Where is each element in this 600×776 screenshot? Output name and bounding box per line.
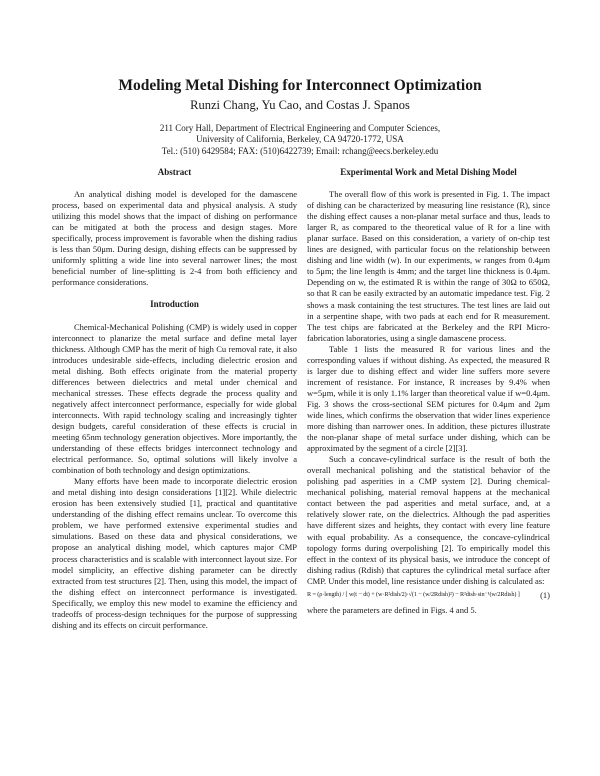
experimental-paragraph-2: Table 1 lists the measured R for various lines and the corresponding values if without dishing. As expected, the measured R is larger due to dishing effect and wider line suffers more severe increment of resistance. For instance, R increases by 9.4% when w=5μm, while it is only 1.1% larger than theoretical value if w=0.4μm. Fig. 3 shows the cross-sectional SEM pictures for 0.4μm and 2μm wide lines, which confirms the observation that wider lines experience more dishing than narrower ones. In addition, these pictures illustrate the non-planar shape of metal surface under dishing, which can be approximated by the segment of a circle [2][3]. — [307, 343, 550, 454]
author-list: Runzi Chang, Yu Cao, and Costas J. Spanos — [190, 98, 410, 112]
experimental-paragraph-1: The overall flow of this work is presented in Fig. 1. The impact of dishing can be characterized by measuring line resistance (R), since the dishing effect causes a non-planar metal surface and thus, leads to larger R, as compared to the theoretical value of R for a line with planar surface. Based on this consideration, a variety of on-chip test lines are designed, with particular focus on the relationship between dishing and line width (w). In our experiments, w ranges from 0.4μm to 5μm; the line length is 4mm; and the target line thickness is 0.4μm. Depending on w, the estimated R is within the range of 30Ω to 650Ω, so that R can be easily extracted by an automatic impedance test. Fig. 2 shows a mask containing the test structures. The test lines are laid out in a serpentine shape, with two pads at each end for R measurement. The test chips are fabricated at the Berkeley and the RPI Micro-fabrication laboratories, using a single damascene process. — [307, 189, 550, 343]
experimental-heading: Experimental Work and Metal Dishing Model — [340, 167, 517, 177]
affiliation-block — [40, 123, 560, 157]
right-column — [307, 167, 550, 616]
affiliation-line-1: 211 Cory Hall, Department of Electrical Engineering and Computer Sciences, — [159, 123, 441, 133]
affiliation-line-3: Tel.: (510) 6429584; FAX: (510)6422739; Email: rchang@eecs.berkeley.edu — [161, 145, 439, 156]
experimental-paragraph-4: where the parameters are defined in Figs. 4 and 5. — [307, 604, 477, 615]
introduction-heading: Introduction — [150, 299, 199, 310]
equation-number: (1) — [540, 589, 550, 600]
left-column — [52, 167, 297, 631]
introduction-paragraph-2: Many efforts have been made to incorporate dielectric erosion and metal dishing into design considerations [1][2]. While dielectric erosion has been extensively studied [1], practical and quantitative understanding of the dishing effect remains unclear. To overcome this problem, we have performed extensive experimental studies and simulations. Based on these data and physical considerations, we propose an analytical dishing model, which captures major CMP process characteristics and is scalable with interconnect layout size. For model simplicity, an effective dishing parameter can be directly extracted from test structures [2]. Then, using this model, the impact of the dishing effect on interconnect performance is investigated. Specifically, we employ this new model to examine the efficiency and tradeoffs of process-design techniques for the purpose of suppressing dishing and its effects on circuit performance. — [52, 476, 297, 630]
paper-title: Modeling Metal Dishing for Interconnect Optimization — [118, 77, 482, 94]
experimental-paragraph-3: Such a concave-cylindrical surface is the result of both the overall mechanical polishing and the statistical behavior of the polishing pad asperities in a CMP system [2]. During chemical-mechanical polishing, material removal happens at the mechanical contact between the pad asperities and metal surface, and, at a relatively slower rate, on the dielectrics. Although the pad asperities have different sizes and heights, they contact with every line feature with equal probability. As a consequence, the concave-cylindrical topology forms during overpolishing [2]. To empirically model this effect in the context of its physical basis, we introduce the concept of dishing radius (Rdish) that captures the cylindrical metal surface after CMP. Under this model, line resistance under dishing is calculated as: — [307, 454, 550, 586]
introduction-paragraph-1: Chemical-Mechanical Polishing (CMP) is widely used in copper interconnect to planarize the metal surface and define metal layer thickness. Although CMP has the merit of high Cu removal rate, it also introduces undesirable side-effects, including dielectric erosion and metal dishing. Both effects originate from the material property differences between dielectrics and metal under chemical and mechanical stresses. These effects degrade the process quality and negatively affect interconnect performance, especially for wide global interconnects. With rapid technology scaling and increasingly tighter design budgets, careful consideration of these effects is crucial in meeting 65nm technology generation objectives. More importantly, the understanding of these effects bridges interconnect technology and electrical performance. So, optimal solutions will likely involve a combination of both technology and design optimizations. — [52, 321, 297, 476]
affiliation-line-2: University of California, Berkeley, CA 94720-1772, USA — [196, 134, 404, 145]
equation-formula: R = (ρ·length) / [ w(t − dt) + (w·R²dish/2)·√(1 − (w/2Rdish)²) − R²dish·sin⁻¹(w/2Rdish) ] — [307, 591, 520, 599]
abstract-text: An analytical dishing model is developed for the damascene process, based on experimental data and physical analysis. A study utilizing this model shows that the impact of dishing on performance can be mitigated at both the process and design stages. More specifically, process improvement is favorable when the dishing radius is less than 50μm. During design, dishing effects can be suppressed by uniformly splitting a wide line into several narrower lines; the most beneficial number of line-splitting is 2-4 from both efficiency and performance considerations. — [52, 189, 297, 288]
equation-1 — [307, 590, 550, 601]
abstract-heading: Abstract — [157, 167, 192, 177]
